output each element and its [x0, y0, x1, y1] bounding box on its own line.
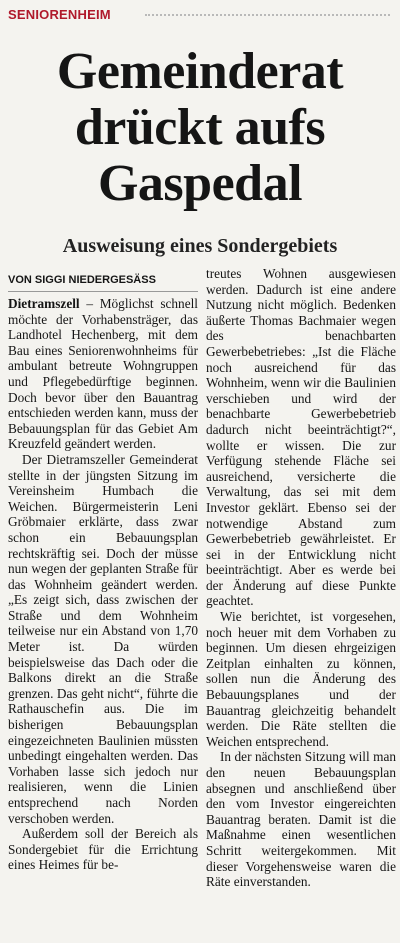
kicker: SENIORENHEIM: [8, 7, 111, 22]
dateline: Dietramszell: [8, 296, 80, 311]
subheadline: Ausweisung eines Sondergebiets: [62, 235, 338, 257]
byline: VON SIGGI NIEDERGESÄSS: [8, 262, 198, 292]
headline-line-2: drückt aufs: [74, 99, 326, 156]
paragraph-1: [8, 296, 198, 452]
paragraph-4: treutes Wohnen ausgewiesen werden. Dadurch ist eine andere Nutzung nicht möglich. Bedenken äußerte Thomas Bachmaier wegen des benachbarten Gewerbebetriebes: „Ist die Fläche noch ausreichend für das Wohnheim, wenn wir die Baulinien verschieben und wird der benachbarte Gewerbebetrieb dadurch nicht beeinträchtigt?“, wollte er wissen. Die zur Verfügung stehende Fläche sei ausreichend, versicherte die Verwaltung, das sei mit dem Investor geklärt. Ebenso sei der notwendige Abstand zum Gewerbebetrieb gewährleistet. Er sei in der Entwicklung nicht beeinträchtigt. Aber es werde bei der Änderung auf diese Punkte geachtet.: [206, 266, 396, 609]
kicker-rule: [145, 14, 390, 16]
paragraph-3: Außerdem soll der Bereich als Sondergebiet für die Errichtung eines Heimes für be-: [8, 826, 198, 873]
paragraph-2: Der Dietramszeller Gemeinderat stellte in der jüngsten Sitzung im Vereinsheim Humbach die Weichen. Bürgermeisterin Leni Gröbmaier erklärte, dass zwar schon ein Bebauungsplan rechtskräftig sei. Doch der müsse nun wegen der geplanten Straße für das Wohnheim geändert werden. „Es zeigt sich, dass zwischen der Straße und dem Wohnheim teilweise nur ein Abstand von 1,70 Meter ist. Da würden beispielsweise das Dach oder die Balkons direkt an die Straße grenzen. Das geht nicht“, führte die Rathauschefin aus. Die im bisherigen Bebauungsplan eingezeichneten Baulinien müssten unbedingt eingehalten werden. Das Vorhaben lasse sich jedoch nur realisieren, wenn die Linien entsprechend nach Norden verschoben werden.: [8, 451, 198, 826]
article-column-left: [8, 262, 198, 873]
paragraph-6: In der nächsten Sitzung will man den neuen Bebauungsplan absegnen und anschließend über den vom Investor eingereichten Bauantrag beraten. Damit ist die Maßnahme einen wesentlichen Schritt weitergekommen. Mit dieser Vorgehensweise waren die Räte einverstanden.: [206, 749, 396, 890]
paragraph-5: Wie berichtet, ist vorgesehen, noch heuer mit dem Vorhaben zu beginnen. Um diesen ehrgeizigen Zeitplan einhalten zu können, sollen nun die Änderung des Bebauungsplanes und der Bauantrag gleichzeitig behandelt werden. Die Räte stellten die Weichen entsprechend.: [206, 609, 396, 749]
headline: [0, 44, 400, 212]
headline-line-1: Gemeinderat: [56, 43, 344, 100]
article-column-right: [206, 266, 396, 890]
headline-line-3: Gaspedal: [97, 155, 303, 212]
paragraph-1-text: – Möglichst schnell möchte der Vorhabensträger, das Landhotel Hechenberg, mit dem Bau eines Seniorenwohnheims für ambulant betreute Wohngruppen und Pflegebedürftige beginnen. Doch bevor über den Bauantrag entschieden werden kann, muss der Bebauungsplan für das Gebiet Am Kreuzfeld geändert werden.: [8, 296, 198, 452]
